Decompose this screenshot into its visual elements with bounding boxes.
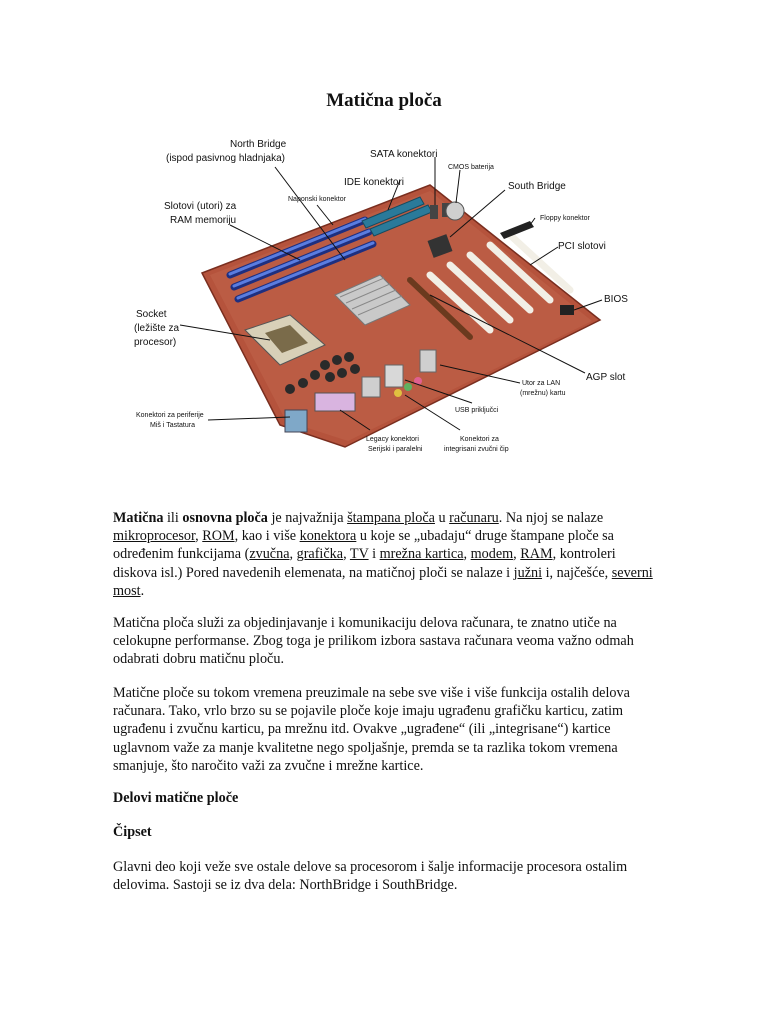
- paragraph-cipset: Glavni deo koji veže sve ostale delove sa procesorom i šalje informacije procesora ostalim delovima. Sastoji se iz dva dela: NorthBridge i SouthBridge.: [113, 859, 628, 894]
- link-stampana-ploca[interactable]: štampana ploča: [347, 510, 435, 526]
- cmos-battery: [446, 202, 464, 220]
- label-bios: BIOS: [604, 294, 628, 305]
- label-socket: Socket: [136, 309, 167, 320]
- label-cmos: CMOS baterija: [448, 164, 494, 171]
- label-sata: SATA konektori: [370, 149, 438, 160]
- label-socket-sub2: procesor): [134, 337, 177, 348]
- floppy-connector: [500, 221, 534, 239]
- link-konektora[interactable]: konektora: [299, 528, 357, 545]
- term-maticna: Matična: [113, 510, 164, 526]
- label-naponski: Naponski konektor: [288, 196, 346, 203]
- label-south-bridge: South Bridge: [508, 181, 566, 192]
- label-slotovi: Slotovi (utori) za: [164, 201, 237, 212]
- link-ram[interactable]: RAM: [520, 546, 553, 563]
- label-north-bridge: North Bridge: [230, 139, 287, 150]
- label-zvucni: Konektori za: [460, 436, 499, 443]
- link-racunaru[interactable]: računaru: [449, 510, 499, 526]
- label-north-bridge-sub: (ispod pasivnog hladnjaka): [166, 153, 285, 164]
- link-tv[interactable]: TV: [349, 546, 369, 563]
- link-juzni[interactable]: južni: [513, 564, 543, 581]
- label-legacy-sub: Serijski i paralelni: [368, 446, 423, 453]
- link-modem[interactable]: modem: [470, 546, 514, 563]
- motherboard-diagram: [130, 125, 630, 460]
- label-socket-sub: (ležište za: [134, 323, 180, 334]
- label-zvucni-sub: integrisani zvučni čip: [444, 446, 509, 453]
- label-legacy: Legacy konektori: [366, 436, 419, 443]
- term-osnovna-ploca: osnovna ploča: [182, 510, 268, 526]
- link-mrezna-kartica[interactable]: mrežna kartica: [379, 546, 464, 563]
- motherboard-figure: [130, 125, 630, 460]
- link-graficka[interactable]: grafička: [296, 546, 344, 563]
- heading-delovi: Delovi matične ploče: [113, 790, 239, 806]
- link-severni-most[interactable]: severni most: [113, 564, 653, 599]
- link-mikroprocesor[interactable]: mikroprocesor: [113, 528, 196, 545]
- label-pci: PCI slotovi: [558, 241, 606, 252]
- link-rom[interactable]: ROM: [202, 528, 235, 545]
- heading-cipset: Čipset: [113, 824, 152, 840]
- label-slotovi-sub: RAM memoriju: [170, 215, 237, 226]
- bios-chip: [560, 305, 574, 315]
- label-periferije-sub: Miš i Tastatura: [150, 422, 195, 429]
- page-title: Matična ploča: [326, 90, 442, 111]
- label-periferije: Konektori za periferije: [136, 412, 204, 419]
- label-ide: IDE konektori: [344, 177, 405, 188]
- paragraph-2: Matična ploča služi za objedinjavanje i komunikaciju delova računara, te znatno utiče na celokupne performanse. Zbog toga je prilikom izbora sastava računara veoma važno odmah odabrati dobru matičnu ploču.: [113, 615, 634, 668]
- label-agp: AGP slot: [586, 372, 626, 383]
- label-lan-sub: (mrežnu) kartu: [520, 390, 566, 397]
- link-zvucna[interactable]: zvučna: [249, 546, 290, 563]
- sata-connector: [430, 205, 438, 219]
- paragraph-intro: Matična ili osnovna ploča je najvažnija štampana ploča u računaru. Na njoj se nalaze mikroprocesor, ROM, kao i više konektora u koje se „ubadaju“ druge štampane ploče sa određenim funkcijama (zvučna, grafička, TV i mrežna kartica, modem, RAM, kontroleri diskova isl.) Pored navedenih elemenata, na matičnoj ploči se nalaze i južni i, najčešće, severni most.: [113, 510, 653, 599]
- label-usb: USB priključci: [455, 407, 499, 414]
- label-lan: Utor za LAN: [522, 380, 561, 387]
- paragraph-3: Matične ploče su tokom vremena preuzimale na sebe sve više i više funkcija ostalih delova računara. Tako, vrlo brzo su se pojavile ploče koje imaju ugrađenu grafičku karticu, zatim ugrađenu i zvučnu karticu, pa mrežnu itd. Ovakve „ugrađene“ (ili „integrisane“) kartice uglavnom važe za manje kvalitetne nego spoljašnje, premda se ta razlika tokom vremena smanjuje, što naročito važi za zvučne i mrežne kartice.: [113, 685, 630, 774]
- label-floppy: Floppy konektor: [540, 215, 590, 222]
